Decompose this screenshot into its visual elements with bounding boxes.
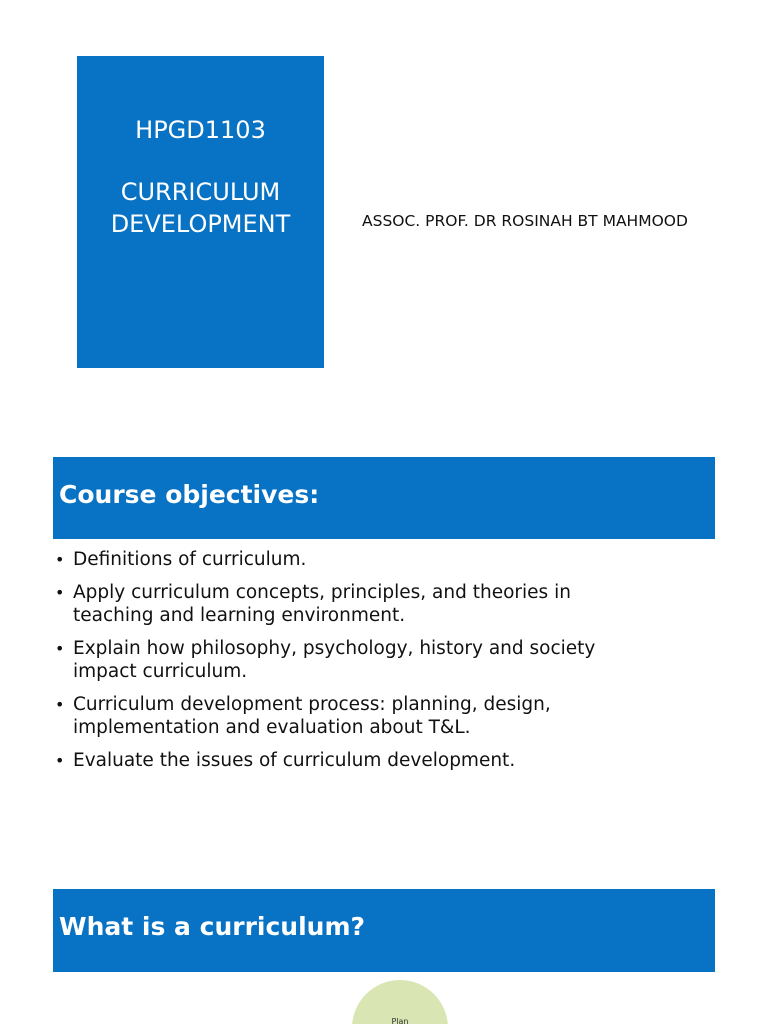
objectives-banner [53,457,715,539]
objective-item [55,581,695,627]
plan-label: Plan [391,1017,409,1024]
objective-line: teaching and learning environment. [73,605,406,626]
objective-item [55,637,695,683]
bullet-icon: • [55,550,65,569]
objective-line: Explain how philosophy, psychology, history and society [73,638,596,659]
objective-line: impact curriculum. [73,661,248,682]
objective-item [55,749,695,772]
bullet-icon: • [55,751,65,770]
what-is-curriculum-banner [53,889,715,972]
what-is-curriculum-heading: What is a curriculum? [59,912,366,941]
objective-line: Definitions of curriculum. [73,549,307,570]
bullet-icon: • [55,583,65,602]
objective-item [55,693,695,739]
objective-line: Apply curriculum concepts, principles, and theories in [73,582,571,603]
objective-line: Evaluate the issues of curriculum development. [73,750,516,771]
objectives-list [55,548,695,782]
author-name: ASSOC. PROF. DR ROSINAH BT MAHMOOD [362,212,688,230]
course-code: HPGD1103 [135,116,266,144]
objective-item [55,548,695,571]
plan-circle [352,980,448,1024]
objective-line: Curriculum development process: planning, design, [73,694,551,715]
course-title-box [77,56,324,368]
objectives-heading: Course objectives: [59,480,320,509]
bullet-icon: • [55,639,65,658]
course-name [77,176,324,240]
bullet-icon: • [55,695,65,714]
course-name-line2: DEVELOPMENT [110,210,291,238]
course-name-line1: CURRICULUM [120,178,281,206]
objective-line: implementation and evaluation about T&L. [73,717,471,738]
